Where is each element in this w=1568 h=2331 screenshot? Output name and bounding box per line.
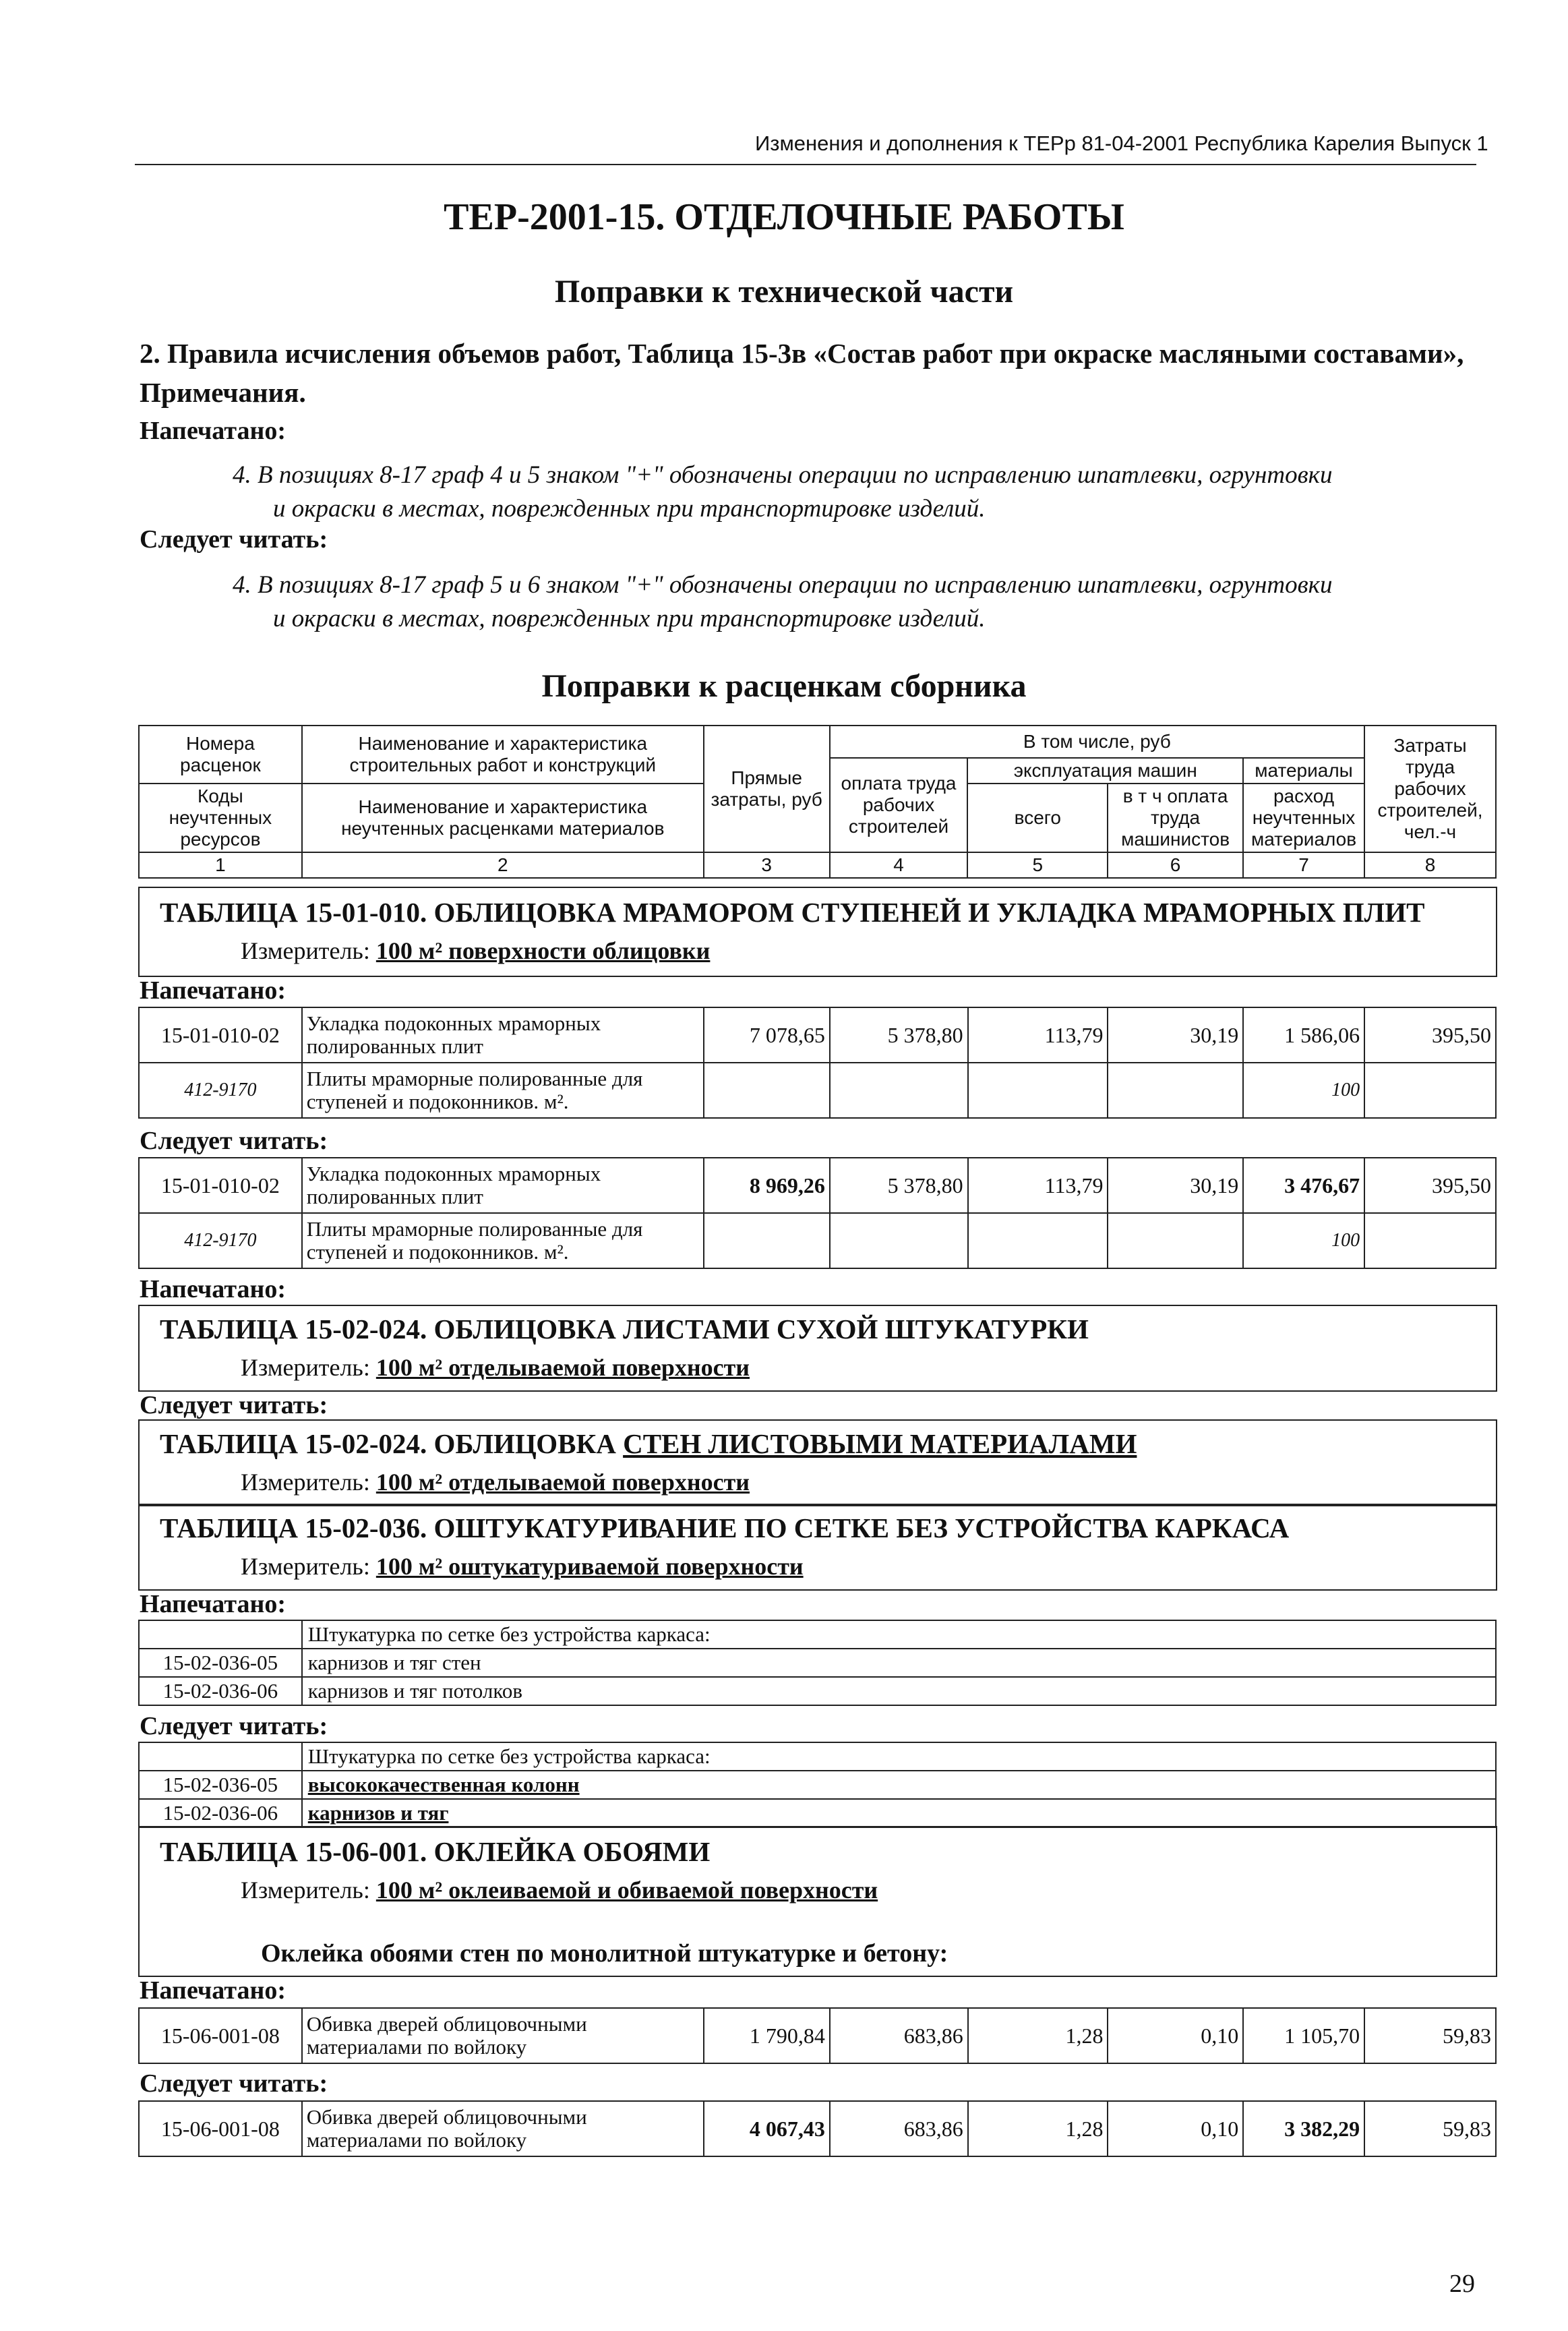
- hdr-resource-codes: Коды неучтенных ресурсов: [139, 784, 302, 852]
- header-rule: [135, 164, 1476, 165]
- should-note-line-2: и окраски в местах, поврежденных при транспортировке изделий.: [273, 605, 986, 632]
- labor-wage: 683,86: [830, 2008, 968, 2063]
- materials: 3 382,29: [1243, 2101, 1364, 2156]
- rate-code: 15-06-001-08: [139, 2101, 302, 2156]
- rate-code: 15-02-036-06: [139, 1799, 302, 1827]
- rate-name: Укладка подоконных мраморных полированных плит: [302, 1158, 704, 1213]
- hdr-materials: материалы: [1243, 758, 1364, 784]
- rate-table-printed-15-02-036: [138, 1620, 1497, 1706]
- resource-qty: 100: [1243, 1063, 1364, 1118]
- rate-table-printed-15-06-001-08: [138, 2007, 1497, 2064]
- section-measure: Измеритель: 100 м² отделываемой поверхности: [241, 1469, 750, 1496]
- should-note-line-1: 4. В позициях 8-17 граф 5 и 6 знаком "+" обозначены операции по исправлению шпатлевки, огрунтовки: [233, 571, 1333, 599]
- printed-label: Напечатано:: [140, 1976, 286, 2005]
- group-label: Штукатурка по сетке без устройства каркаса:: [302, 1742, 1496, 1771]
- machinists-wage: 30,19: [1108, 1007, 1243, 1063]
- rate-name: высококачественная колонн: [302, 1771, 1496, 1799]
- section-measure: Измеритель: 100 м² оштукатуриваемой поверхности: [241, 1553, 804, 1580]
- section-measure: Измеритель: 100 м² поверхности облицовки: [241, 937, 711, 964]
- direct-costs: 7 078,65: [704, 1007, 830, 1063]
- printed-label: Напечатано:: [140, 1275, 286, 1303]
- direct-costs: 1 790,84: [704, 2008, 830, 2063]
- machinists-wage: 0,10: [1108, 2101, 1243, 2156]
- labor-wage: 5 378,80: [830, 1158, 968, 1213]
- labor-hours: 395,50: [1364, 1007, 1496, 1063]
- materials: 1 105,70: [1243, 2008, 1364, 2063]
- hdr-machines: эксплуатация машин: [967, 758, 1243, 784]
- should-read-label: Следует читать:: [140, 2069, 328, 2098]
- printed-note-line-2: и окраски в местах, поврежденных при транспортировке изделий.: [273, 495, 986, 523]
- should-note: [233, 568, 1486, 636]
- section-15-02-024-should: [138, 1419, 1497, 1506]
- section-15-06-001: [138, 1826, 1497, 1977]
- resource-name: Плиты мраморные полированные для ступеней и подоконников. м².: [302, 1213, 704, 1268]
- rate-table-should-15-01-010-02: [138, 1157, 1497, 1269]
- hdr-num-1: 1: [139, 852, 302, 878]
- tech-paragraph: 2. Правила исчисления объемов работ, Таблица 15-3в «Состав работ при окраске масляными составами», Примечания.: [140, 338, 1464, 408]
- hdr-num-5: 5: [967, 852, 1108, 878]
- printed-label: Напечатано:: [140, 417, 286, 445]
- section-title: ТАБЛИЦА 15-06-001. ОКЛЕЙКА ОБОЯМИ: [160, 1836, 711, 1867]
- resource-code: 412-9170: [139, 1063, 302, 1118]
- section-15-02-024-printed: [138, 1305, 1497, 1392]
- printed-label: Напечатано:: [140, 1590, 286, 1618]
- materials: 1 586,06: [1243, 1007, 1364, 1063]
- resource-name: Плиты мраморные полированные для ступеней и подоконников. м².: [302, 1063, 704, 1118]
- page-number: 29: [1449, 2270, 1475, 2298]
- rate-name: Обивка дверей облицовочными материалами по войлоку: [302, 2101, 704, 2156]
- machines-total: 1,28: [968, 2101, 1108, 2156]
- printed-label: Напечатано:: [140, 976, 286, 1005]
- rate-table-should-15-02-036: [138, 1742, 1497, 1828]
- rate-name: карнизов и тяг стен: [302, 1649, 1496, 1677]
- machines-total: 1,28: [968, 2008, 1108, 2063]
- tech-section-heading: Поправки к технической части: [554, 274, 1014, 309]
- should-read-label: Следует читать:: [140, 1127, 328, 1155]
- rate-code: 15-02-036-05: [139, 1771, 302, 1799]
- labor-hours: 59,83: [1364, 2101, 1496, 2156]
- labor-wage: 683,86: [830, 2101, 968, 2156]
- rate-name: карнизов и тяг потолков: [302, 1677, 1496, 1705]
- resource-qty: 100: [1243, 1213, 1364, 1268]
- machines-total: 113,79: [968, 1158, 1108, 1213]
- group-label: Штукатурка по сетке без устройства каркаса:: [302, 1620, 1496, 1649]
- section-title: ТАБЛИЦА 15-01-010. ОБЛИЦОВКА МРАМОРОМ СТУПЕНЕЙ И УКЛАДКА МРАМОРНЫХ ПЛИТ: [160, 897, 1425, 928]
- direct-costs: 8 969,26: [704, 1158, 830, 1213]
- printed-note: [233, 459, 1486, 526]
- hdr-rate-numbers: Номера расценок: [139, 726, 302, 784]
- rate-table-should-15-06-001-08: [138, 2100, 1497, 2157]
- section-measure: Измеритель: 100 м² оклеиваемой и обиваемой поверхности: [241, 1877, 878, 1904]
- hdr-machinists-wage: в т ч оплата труда машинистов: [1108, 784, 1243, 852]
- should-read-label: Следует читать:: [140, 1391, 328, 1419]
- hdr-builders-wage: оплата труда рабочих строителей: [830, 758, 968, 852]
- hdr-num-3: 3: [704, 852, 830, 878]
- hdr-including: В том числе, руб: [830, 726, 1364, 758]
- rate-code: 15-02-036-06: [139, 1677, 302, 1705]
- hdr-num-7: 7: [1243, 852, 1364, 878]
- rate-name: Укладка подоконных мраморных полированных плит: [302, 1007, 704, 1063]
- printed-note-line-1: 4. В позициях 8-17 граф 4 и 5 знаком "+" обозначены операции по исправлению шпатлевки, огрунтовки: [233, 461, 1333, 489]
- hdr-num-6: 6: [1108, 852, 1243, 878]
- labor-hours: 395,50: [1364, 1158, 1496, 1213]
- direct-costs: 4 067,43: [704, 2101, 830, 2156]
- section-title: ТАБЛИЦА 15-02-024. ОБЛИЦОВКА ЛИСТАМИ СУХОЙ ШТУКАТУРКИ: [160, 1314, 1089, 1345]
- running-header: Изменения и дополнения к ТЕРр 81-04-2001 Республика Карелия Выпуск 1: [755, 131, 1488, 155]
- rate-table-printed-15-01-010-02: [138, 1007, 1497, 1119]
- rates-header-table: [138, 725, 1497, 879]
- section-subheading: Оклейка обоями стен по монолитной штукатурке и бетону:: [261, 1939, 948, 1968]
- rate-code: 15-01-010-02: [139, 1158, 302, 1213]
- hdr-direct-costs: Прямые затраты, руб: [704, 726, 830, 852]
- hdr-material-consumption: расход неучтенных материалов: [1243, 784, 1364, 852]
- rate-name: карнизов и тяг: [302, 1799, 1496, 1827]
- section-15-01-010: [138, 887, 1497, 977]
- section-title: ТАБЛИЦА 15-02-036. ОШТУКАТУРИВАНИЕ ПО СЕТКЕ БЕЗ УСТРОЙСТВА КАРКАСА: [160, 1512, 1290, 1543]
- machinists-wage: 30,19: [1108, 1158, 1243, 1213]
- rate-code: 15-01-010-02: [139, 1007, 302, 1063]
- hdr-material-name: Наименование и характеристика неучтенных расценками материалов: [302, 784, 704, 852]
- machines-total: 113,79: [968, 1007, 1108, 1063]
- hdr-num-8: 8: [1364, 852, 1496, 878]
- rate-name: Обивка дверей облицовочными материалами по войлоку: [302, 2008, 704, 2063]
- section-title: ТАБЛИЦА 15-02-024. ОБЛИЦОВКА СТЕН ЛИСТОВЫМИ МАТЕРИАЛАМИ: [160, 1428, 1137, 1459]
- rate-code: 15-06-001-08: [139, 2008, 302, 2063]
- should-read-label: Следует читать:: [140, 1712, 328, 1740]
- materials: 3 476,67: [1243, 1158, 1364, 1213]
- hdr-num-2: 2: [302, 852, 704, 878]
- hdr-labor-hours: Затраты труда рабочих строителей, чел.-ч: [1364, 726, 1496, 852]
- section-measure: Измеритель: 100 м² отделываемой поверхности: [241, 1354, 750, 1381]
- should-read-label: Следует читать:: [140, 525, 328, 554]
- labor-wage: 5 378,80: [830, 1007, 968, 1063]
- section-15-02-036: [138, 1504, 1497, 1591]
- page-title: ТЕР-2001-15. ОТДЕЛОЧНЫЕ РАБОТЫ: [444, 196, 1124, 238]
- rate-code: 15-02-036-05: [139, 1649, 302, 1677]
- resource-code: 412-9170: [139, 1213, 302, 1268]
- rates-heading: Поправки к расценкам сборника: [541, 668, 1027, 704]
- hdr-machines-total: всего: [967, 784, 1108, 852]
- machinists-wage: 0,10: [1108, 2008, 1243, 2063]
- hdr-work-name: Наименование и характеристика строительных работ и конструкций: [302, 726, 704, 784]
- labor-hours: 59,83: [1364, 2008, 1496, 2063]
- hdr-num-4: 4: [830, 852, 968, 878]
